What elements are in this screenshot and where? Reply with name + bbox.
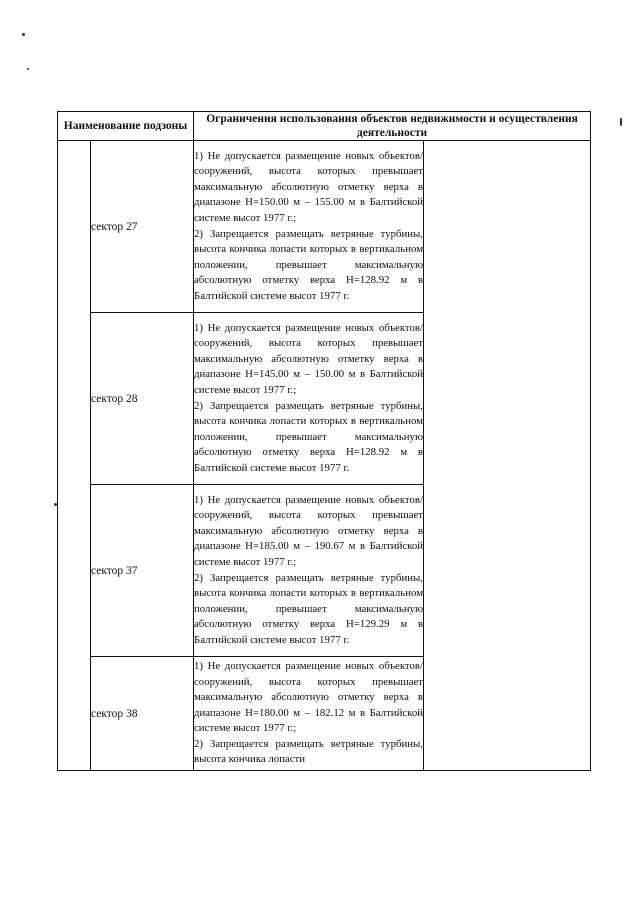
table-header-row (58, 112, 591, 141)
scan-speck (620, 118, 622, 126)
blank-right-cell (424, 141, 591, 771)
restriction-text-cell (194, 657, 424, 771)
restriction-item-2: 2) Запрещается размещать ветряные турбины, высота кончика лопасти которых в вертикальном положении, превышает максимальную абсолютную отметку верха H=129.29 м в Балтийской системе высот 1977 г. (194, 571, 424, 646)
restriction-text-cell (194, 141, 424, 313)
restriction-item-1: 1) Не допускается размещение новых объектов/сооружений, высота которых превышает максимальную абсолютную отметку верха в диапазоне H=150.00 м – 155.00 м в Балтийской системе высот 1977 г.; (194, 149, 424, 224)
table-row (58, 141, 591, 313)
restrictions-table (57, 111, 591, 771)
header-subzone-name: Наименование подзоны (58, 112, 194, 141)
sector-name-cell: сектор 37 (91, 485, 194, 657)
restriction-item-1: 1) Не допускается размещение новых объектов/сооружений, высота которых превышает максимальную абсолютную отметку верха в диапазоне H=145.00 м – 150.00 м в Балтийской системе высот 1977 г.; (194, 321, 424, 396)
restriction-text-cell (194, 313, 424, 485)
restriction-text-cell (194, 485, 424, 657)
restriction-item-1: 1) Не допускается размещение новых объектов/сооружений, высота которых превышает максимальную абсолютную отметку верха в диапазоне H=180.00 м – 182.12 м в Балтийской системе высот 1977 г.; (194, 659, 424, 735)
restriction-item-1: 1) Не допускается размещение новых объектов/сооружений, высота которых превышает максимальную абсолютную отметку верха в диапазоне H=185.00 м – 190.67 м в Балтийской системе высот 1977 г.; (194, 493, 424, 568)
sector-name-cell: сектор 27 (91, 141, 194, 313)
blank-left-cell (58, 141, 91, 771)
sector-name-cell: сектор 38 (91, 657, 194, 771)
restriction-item-2: 2) Запрещается размещать ветряные турбины, высота кончика лопасти которых в вертикальном положении, превышает максимальную абсолютную отметку верха H=128.92 м в Балтийской системе высот 1977 г. (194, 399, 424, 474)
restriction-item-2: 2) Запрещается размещать ветряные турбины, высота кончика лопасти которых в вертикальном положении, превышает максимальную абсолютную отметку верха H=128.92 м в Балтийской системе высот 1977 г. (194, 227, 424, 302)
sector-name-cell: сектор 28 (91, 313, 194, 485)
restriction-item-2: 2) Запрещается размещать ветряные турбины, высота кончика лопасти (194, 737, 424, 766)
scan-speck (22, 33, 25, 36)
header-restrictions: Ограничения использования объектов недвижимости и осуществления деятельности (194, 112, 591, 141)
scan-speck (27, 68, 29, 70)
